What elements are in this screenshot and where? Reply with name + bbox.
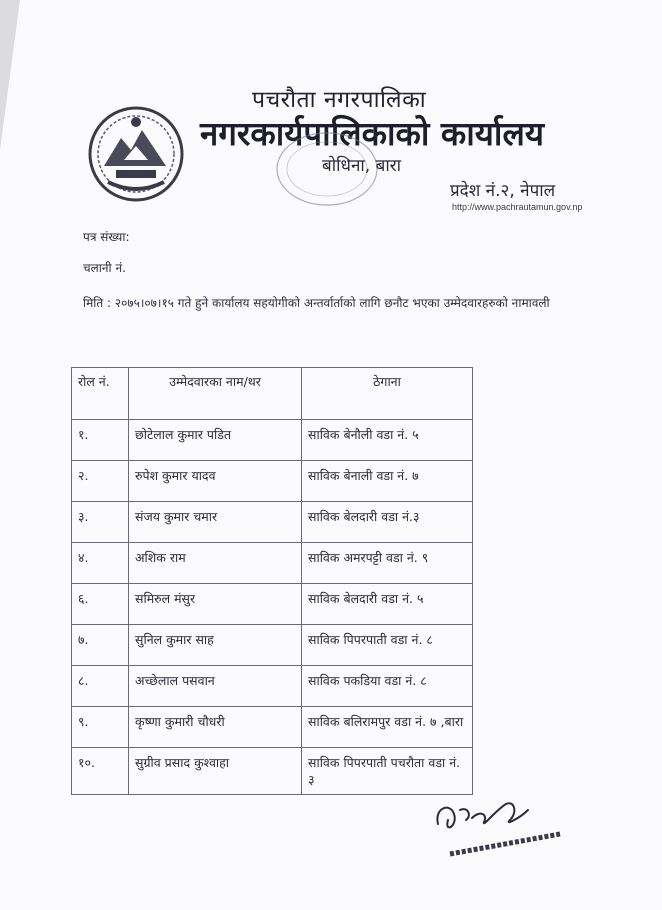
row-address: साविक बेलदारी वडा नं.३ bbox=[302, 502, 473, 543]
row-roll-number: ८. bbox=[72, 666, 129, 707]
row-address: साविक पकडिया वडा नं. ८ bbox=[302, 666, 473, 707]
row-candidate-name: सुग्रीव प्रसाद कुश्वाहा bbox=[129, 748, 302, 795]
row-address: साविक पिपरपाती वडा नं. ८ bbox=[302, 625, 473, 666]
row-candidate-name: समिरुल मंसुर bbox=[129, 584, 302, 625]
table-row bbox=[72, 666, 473, 707]
row-roll-number: ३. bbox=[72, 502, 129, 543]
table-row bbox=[72, 420, 473, 461]
row-address: साविक बलिरामपुर वडा नं. ७ ,बारा bbox=[302, 707, 473, 748]
reference-number-label: पत्र संख्या: bbox=[83, 230, 130, 244]
row-address: साविक बेनाली वडा नं. ७ bbox=[302, 461, 473, 502]
page-fold-corner bbox=[0, 0, 20, 150]
candidate-table bbox=[71, 367, 473, 795]
row-candidate-name: अच्छेलाल पसवान bbox=[129, 666, 302, 707]
row-address: साविक बेलदारी वडा नं. ५ bbox=[302, 584, 473, 625]
municipality-name: पचरौता नगरपालिका bbox=[252, 87, 427, 113]
row-roll-number: ९. bbox=[72, 707, 129, 748]
row-address: साविक पिपरपाती पचरौता वडा नं. ३ bbox=[302, 748, 473, 795]
letter-subject: मिति : २०७५।०७।१५ गते हुने कार्यालय सहयोगीको अन्तर्वार्ताको लागि छनौट भएका उम्मेदवारहरुको नामावली bbox=[83, 296, 550, 310]
row-candidate-name: छोटेलाल कुमार पडित bbox=[129, 420, 302, 461]
website-link[interactable]: http://www.pachrautamun.gov.np bbox=[452, 202, 583, 212]
table-row bbox=[72, 461, 473, 502]
table-row bbox=[72, 502, 473, 543]
row-roll-number: १०. bbox=[72, 748, 129, 795]
row-address: साविक अमरपट्टी वडा नं. ९ bbox=[302, 543, 473, 584]
nepal-emblem-icon bbox=[86, 104, 186, 204]
row-roll-number: २. bbox=[72, 461, 129, 502]
row-roll-number: ६. bbox=[72, 584, 129, 625]
table-row bbox=[72, 625, 473, 666]
row-candidate-name: अशिक राम bbox=[129, 543, 302, 584]
table-row bbox=[72, 543, 473, 584]
table-header-row bbox=[72, 368, 473, 420]
row-candidate-name: रुपेश कुमार यादव bbox=[129, 461, 302, 502]
column-header-roll: रोल नं. bbox=[72, 368, 129, 420]
row-roll-number: ४. bbox=[72, 543, 129, 584]
row-candidate-name: सुनिल कुमार साह bbox=[129, 625, 302, 666]
row-roll-number: ७. bbox=[72, 625, 129, 666]
row-address: साविक बेनौली वडा नं. ५ bbox=[302, 420, 473, 461]
office-location: बोधिना, बारा bbox=[322, 156, 402, 176]
row-candidate-name: संजय कुमार चमार bbox=[129, 502, 302, 543]
office-name: नगरकार्यपालिकाको कार्यालय bbox=[200, 114, 544, 153]
row-candidate-name: कृष्णा कुमारी चौधरी bbox=[129, 707, 302, 748]
table-row bbox=[72, 707, 473, 748]
column-header-name: उम्मेदवारका नाम/थर bbox=[129, 368, 302, 420]
row-roll-number: १. bbox=[72, 420, 129, 461]
column-header-address: ठेगाना bbox=[302, 368, 473, 420]
province-label: प्रदेश नं.२, नेपाल bbox=[450, 181, 556, 201]
official-signature-icon bbox=[410, 780, 580, 870]
dispatch-number-label: चलानी नं. bbox=[83, 261, 126, 275]
table-row bbox=[72, 584, 473, 625]
